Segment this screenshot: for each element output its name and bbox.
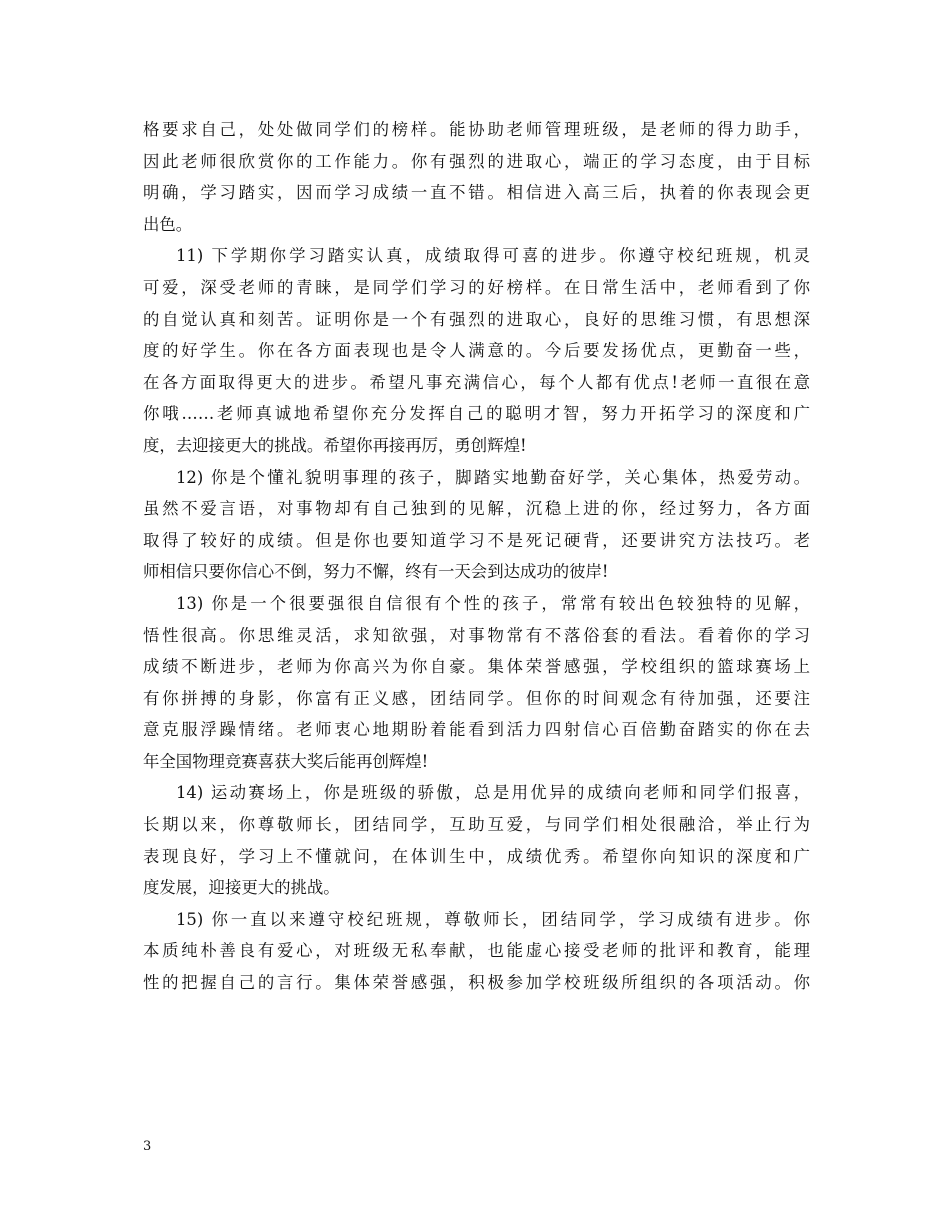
text-line: 的自觉认真和刻苦。证明你是一个有强烈的进取心，良好的思维习惯，有思想深 bbox=[143, 309, 810, 329]
text-line: 可爱，深受老师的青睐，是同学们学习的好榜样。在日常生活中，老师看到了你 bbox=[143, 277, 810, 297]
text-line: 因此老师很欣赏你的工作能力。你有强烈的进取心，端正的学习态度，由于目标 bbox=[143, 151, 810, 171]
paragraph-13 bbox=[143, 588, 810, 778]
text-line: 表现良好，学习上不懂就问，在体训生中，成绩优秀。希望你向知识的深度和广 bbox=[143, 846, 810, 866]
text-line: 格要求自己，处处做同学们的榜样。能协助老师管理班级，是老师的得力助手， bbox=[143, 120, 810, 139]
text-line: 你哦……老师真诚地希望你充分发挥自己的聪明才智，努力开拓学习的深度和广 bbox=[143, 404, 810, 424]
text-line: 年全国物理竞赛喜获大奖后能再创辉煌! bbox=[143, 751, 429, 771]
paragraph-15 bbox=[143, 904, 810, 999]
text-line: 11) 下学期你学习踏实认真，成绩取得可喜的进步。你遵守校纪班规，机灵 bbox=[176, 246, 810, 266]
text-line: 意克服浮躁情绪。老师衷心地期盼着能看到活力四射信心百倍勤奋踏实的你在去 bbox=[143, 720, 810, 740]
text-line: 取得了较好的成绩。但是你也要知道学习不是死记硬背，还要讲究方法技巧。老 bbox=[143, 530, 810, 550]
paragraph-12 bbox=[143, 462, 810, 588]
text-line: 明确，学习踏实，因而学习成绩一直不错。相信进入高三后，执着的你表现会更 bbox=[143, 183, 810, 203]
document-body bbox=[143, 114, 810, 999]
text-line: 师相信只要你信心不倒，努力不懈，终有一天会到达成功的彼岸! bbox=[143, 562, 609, 582]
text-line: 出色。 bbox=[143, 214, 193, 234]
text-line: 悟性很高。你思维灵活，求知欲强，对事物常有不落俗套的看法。看着你的学习 bbox=[143, 625, 810, 645]
text-line: 度的好学生。你在各方面表现也是令人满意的。今后要发扬优点，更勤奋一些， bbox=[143, 341, 810, 361]
paragraph-11 bbox=[143, 240, 810, 461]
text-line: 13) 你是一个很要强很自信很有个性的孩子，常常有较出色较独特的见解， bbox=[176, 593, 810, 613]
text-line: 长期以来，你尊敬师长，团结同学，互助互爱，与同学们相处很融洽，举止行为 bbox=[143, 815, 810, 835]
paragraph bbox=[143, 114, 810, 240]
text-line: 性的把握自己的言行。集体荣誉感强，积极参加学校班级所组织的各项活动。你 bbox=[143, 973, 810, 993]
text-line: 虽然不爱言语，对事物却有自己独到的见解，沉稳上进的你，经过努力，各方面 bbox=[143, 499, 810, 519]
text-line: 12) 你是个懂礼貌明事理的孩子，脚踏实地勤奋好学，关心集体，热爱劳动。 bbox=[176, 467, 810, 487]
paragraph-14 bbox=[143, 777, 810, 903]
text-line: 度，去迎接更大的挑战。希望你再接再厉，勇创辉煌! bbox=[143, 435, 527, 455]
text-line: 本质纯朴善良有爱心，对班级无私奉献，也能虚心接受老师的批评和教育，能理 bbox=[143, 941, 810, 961]
page-number: 3 bbox=[143, 1139, 152, 1154]
text-line: 成绩不断进步，老师为你高兴为你自豪。集体荣誉感强，学校组织的篮球赛场上 bbox=[143, 657, 810, 677]
text-line: 度发展，迎接更大的挑战。 bbox=[143, 878, 340, 898]
text-line: 15) 你一直以来遵守校纪班规，尊敬师长，团结同学，学习成绩有进步。你 bbox=[176, 909, 810, 929]
text-line: 在各方面取得更大的进步。希望凡事充满信心，每个人都有优点!老师一直很在意 bbox=[143, 372, 810, 392]
text-line: 有你拼搏的身影，你富有正义感，团结同学。但你的时间观念有待加强，还要注 bbox=[143, 688, 810, 708]
text-line: 14) 运动赛场上，你是班级的骄傲，总是用优异的成绩向老师和同学们报喜， bbox=[176, 783, 810, 803]
